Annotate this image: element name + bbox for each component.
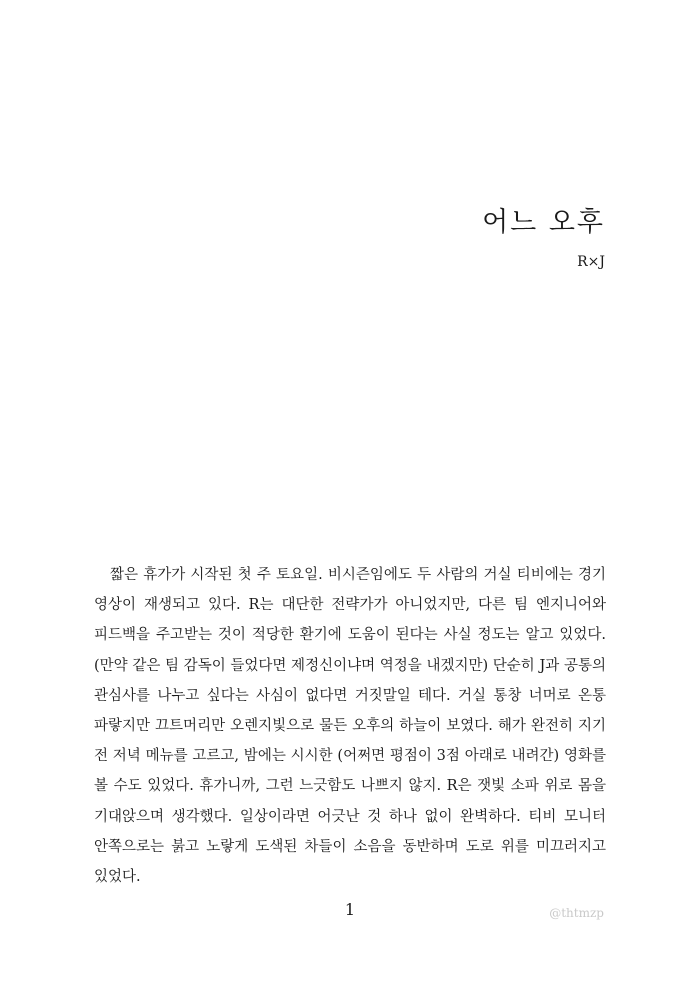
author-line: R×J [577,254,605,270]
page-number: 1 [344,900,356,919]
page-title: 어느 오후 [482,207,605,238]
body-paragraph: 짧은 휴가가 시작된 첫 주 토요일. 비시즌임에도 두 사람의 거실 티비에는 경기 영상이 재생되고 있다. R는 대단한 전략가가 아니었지만, 다른 팀 엔지니어와 피드백을 주고받는 것이 적당한 환기에 도움이 된다는 사실 정도는 알고 있었다. (만약 같은 팀 감독이 들었다면 제정신이냐며 역정을 내겠지만) 단순히 J과 공통의 관심사를 나누고 싶다는 사심이 없다면 거짓말일 테다. 거실 통창 너머로 온통 파랗지만 끄트머리만 오렌지빛으로 물든 오후의 하늘이 보였다. 해가 완전히 지기 전 저녁 메뉴를 고르고, 밤에는 시시한 (어쩌면 평점이 3점 아래로 내려간) 영화를 볼 수도 있었다. 휴가니까, 그런 느긋함도 나쁘지 않지. R은 잿빛 소파 위로 몸을 기대앉으며 생각했다. 일상이라면 어긋난 것 하나 없이 완벽하다. 티비 모니터 안쪽으로는 붉고 노랗게 도색된 차들이 소음을 동반하며 도로 위를 미끄러지고 있었다. [94,567,606,886]
watermark: @thtmzp [549,906,604,920]
